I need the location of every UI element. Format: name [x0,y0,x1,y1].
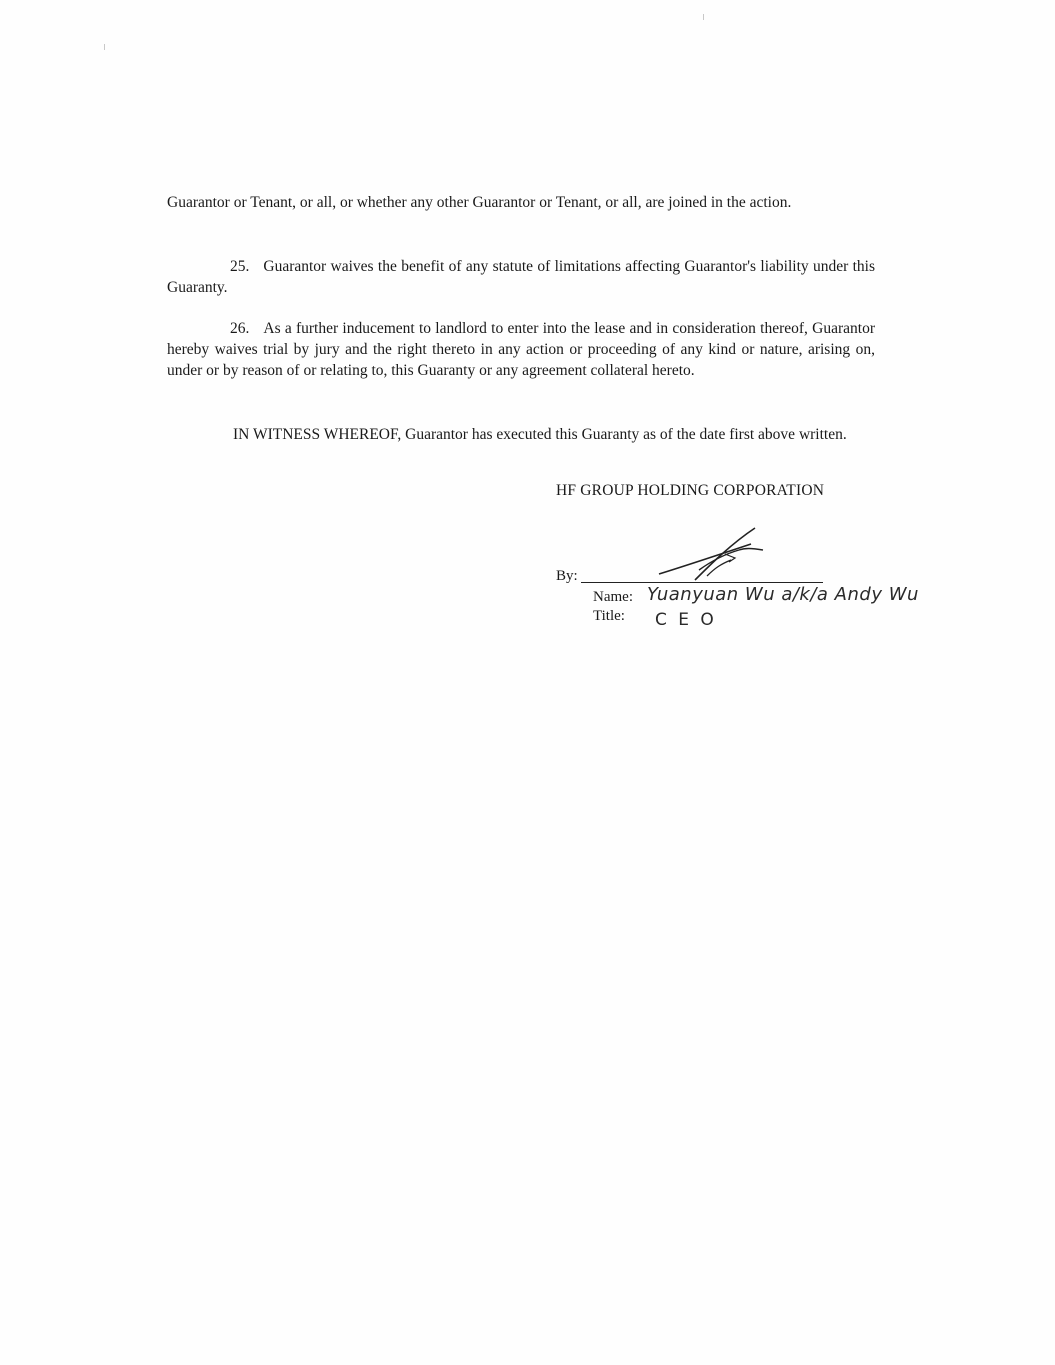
by-label: By: [556,568,578,584]
scan-artifact [703,14,704,20]
signature-line [581,582,823,583]
title-label: Title: [593,608,625,624]
scan-artifact [104,44,105,50]
signature-scrawl [655,524,767,586]
paragraph-text: Guarantor or Tenant, or all, or whether any other Guarantor or Tenant, or all, are joined in the action. [167,194,792,211]
paragraph-25 [167,256,875,298]
paragraph-number: 26. [230,320,250,337]
name-value: Yuanyuan Wu a/k/a Andy Wu [647,584,919,605]
paragraph-number: 25. [230,258,250,275]
witness-clause [167,424,875,445]
paragraph-continuation [167,192,875,213]
paragraph-text: IN WITNESS WHEREOF, Guarantor has executed this Guaranty as of the date first above written. [233,426,847,443]
company-name: HF GROUP HOLDING CORPORATION [556,482,825,499]
paragraph-text: As a further inducement to landlord to enter into the lease and in consideration thereof, Guarantor hereby waives trial by jury and the right thereto in any action or proceeding of any kind or nature, arising on, under or by reason of or relating to, this Guaranty or any agreement collateral hereto. [167,320,875,379]
name-label: Name: [593,589,633,605]
title-value: C E O [655,610,717,630]
paragraph-26 [167,318,875,381]
paragraph-text: Guarantor waives the benefit of any statute of limitations affecting Guarantor's liability under this Guaranty. [167,258,875,296]
